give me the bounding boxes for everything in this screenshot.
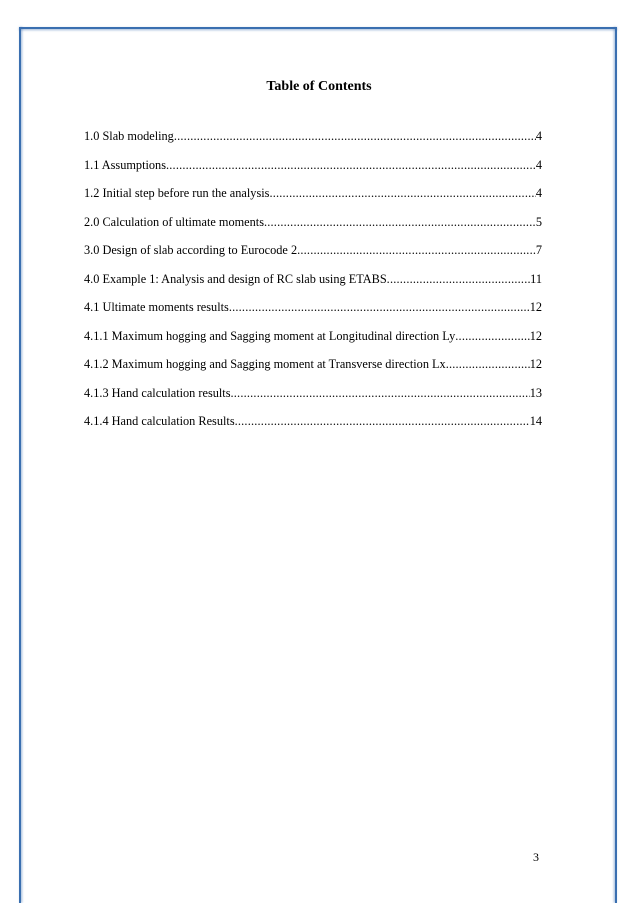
toc-dot-leader [235,413,530,429]
toc-entry-label: 4.1.1 Maximum hogging and Sagging moment at Longitudinal direction Ly [84,328,456,343]
toc-entry-initial-step[interactable] [84,185,542,214]
toc-entry-label: 4.1.3 Hand calculation results [84,385,231,400]
page-number: 3 [533,850,539,864]
toc-entry-label: 1.2 Initial step before run the analysis [84,186,270,200]
toc-entry-example-etabs[interactable] [84,271,542,300]
toc-entry-page: 4 [535,157,542,172]
toc-entry-hand-calculation-results-2[interactable] [84,413,542,442]
toc-entry-page: 4 [535,129,542,143]
toc-dot-leader [297,242,536,258]
toc-entry-assumptions[interactable] [84,157,542,186]
toc-dot-leader [174,128,536,144]
toc-dot-leader [446,356,530,372]
toc-entry-page: 13 [529,385,542,400]
toc-entry-slab-modeling[interactable] [84,128,542,157]
toc-entry-label: 4.1 Ultimate moments results [84,300,229,314]
toc-entry-page: 12 [529,357,542,371]
toc-entry-page: 12 [529,328,542,343]
toc-entry-page: 14 [529,414,542,428]
toc-dot-leader [455,328,529,344]
toc-entry-page: 4 [535,186,542,200]
toc-entry-ultimate-results[interactable] [84,299,542,328]
toc-entry-label: 3.0 Design of slab according to Eurocode 2 [84,243,298,257]
toc-entry-page: 5 [535,214,542,229]
toc-entry-label: 4.0 Example 1: Analysis and design of RC slab using ETABS [84,271,387,286]
toc-dot-leader [166,157,536,173]
toc-list [84,128,542,442]
toc-dot-leader [229,299,530,315]
toc-entry-label: 2.0 Calculation of ultimate moments [84,214,264,229]
toc-entry-label: 4.1.4 Hand calculation Results [84,414,235,428]
toc-entry-label: 1.0 Slab modeling [84,129,174,143]
toc-entry-page: 7 [535,243,542,257]
toc-dot-leader [231,385,530,401]
toc-dot-leader [269,185,535,201]
toc-entry-page: 11 [530,271,542,286]
toc-entry-design-eurocode[interactable] [84,242,542,271]
toc-entry-label: 4.1.2 Maximum hogging and Sagging moment at Transverse direction Lx [84,357,446,371]
toc-entry-label: 1.1 Assumptions [84,157,166,172]
toc-entry-transverse-moment[interactable] [84,356,542,385]
toc-entry-hand-calculation-results[interactable] [84,385,542,414]
toc-dot-leader [264,214,536,230]
toc-dot-leader [387,271,530,287]
toc-entry-page: 12 [529,300,542,314]
toc-title: Table of Contents [266,79,372,94]
page-border-left [19,27,21,903]
page-border-top [19,27,617,29]
page-border-right [615,27,617,903]
toc-entry-longitudinal-moment[interactable] [84,328,542,357]
toc-entry-ultimate-moments[interactable] [84,214,542,243]
